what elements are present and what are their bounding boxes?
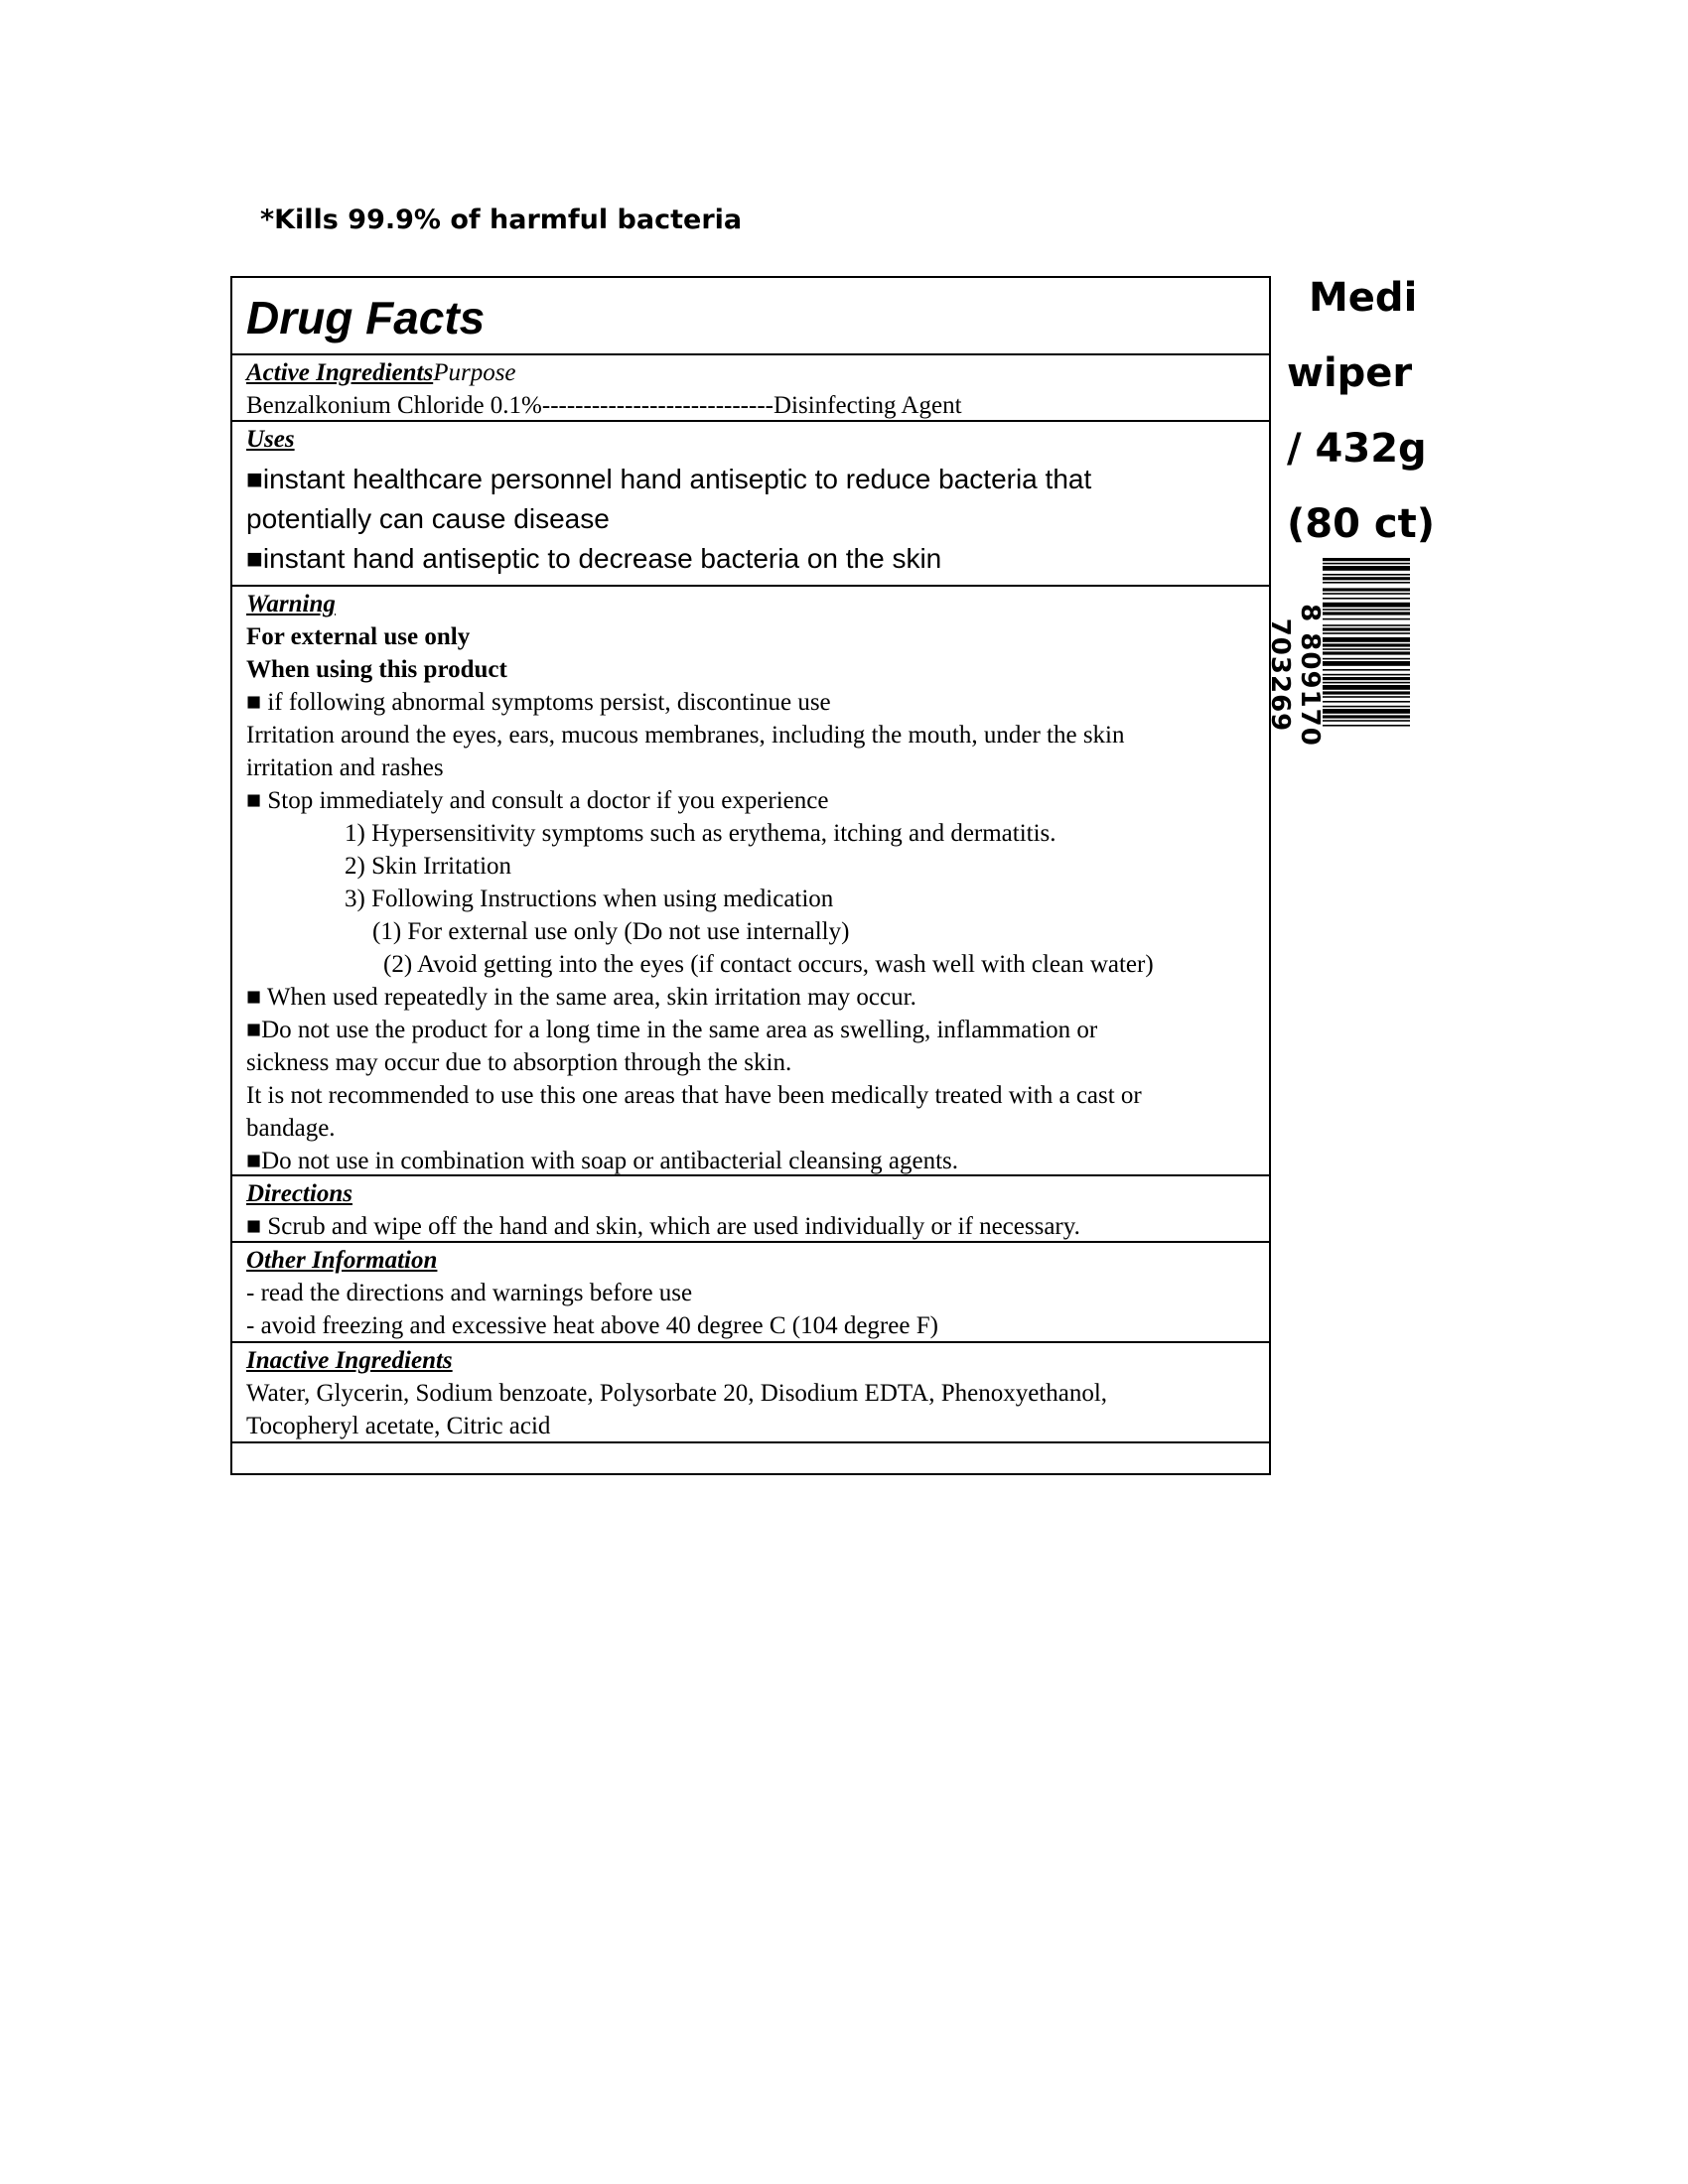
barcode-bar <box>1323 669 1410 671</box>
barcode-bar <box>1323 577 1410 580</box>
inactive-ingredients-line: Tocopheryl acetate, Citric acid <box>246 1413 551 1439</box>
barcode-bar <box>1323 598 1410 600</box>
barcode-bar <box>1323 651 1410 654</box>
warning-line: Irritation around the eyes, ears, mucous membranes, including the mouth, under the skin <box>246 722 1125 749</box>
warning-line: bandage. <box>246 1115 336 1142</box>
drug-facts-panel <box>230 276 1271 1475</box>
kills-claim: *Kills 99.9% of harmful bacteria <box>260 205 743 235</box>
barcode-bar <box>1323 563 1410 565</box>
warning-line: ■ When used repeatedly in the same area, skin irritation may occur. <box>246 984 916 1011</box>
product-weight-line: / 432g <box>1287 426 1427 472</box>
barcode-bar <box>1323 685 1410 690</box>
barcode-bar <box>1323 691 1410 694</box>
other-information-header: Other Information <box>246 1247 438 1274</box>
warning-line: (1) For external use only (Do not use internally) <box>372 918 850 945</box>
barcode-bar <box>1323 566 1410 571</box>
warning-line: ■ Stop immediately and consult a doctor if you experience <box>246 787 829 814</box>
warning-line: 2) Skin Irritation <box>345 853 512 880</box>
when-using-heading: When using this product <box>246 656 507 683</box>
uses-item: ■instant hand antiseptic to decrease bacteria on the skin <box>246 543 942 574</box>
barcode-bar <box>1323 603 1410 608</box>
barcode-bar <box>1323 709 1410 714</box>
warning-section <box>232 587 1269 1176</box>
barcode-bar <box>1323 637 1410 642</box>
inactive-ingredients-section <box>232 1343 1269 1443</box>
other-information-line: - avoid freezing and excessive heat above 40 degree C (104 degree F) <box>246 1312 938 1339</box>
product-name-line: wiper <box>1287 350 1413 396</box>
barcode-bar <box>1323 658 1410 660</box>
product-name-line: Medi <box>1309 275 1418 321</box>
barcode-bar <box>1323 582 1410 584</box>
barcode-bar <box>1323 701 1410 703</box>
drug-facts-title-section <box>232 278 1269 355</box>
barcode-bar <box>1323 715 1410 718</box>
barcode-bar <box>1323 624 1410 626</box>
warning-line: ■ if following abnormal symptoms persist, discontinue use <box>246 689 831 716</box>
barcode <box>1265 552 1410 798</box>
warning-line: 3) Following Instructions when using medication <box>345 886 834 912</box>
inactive-ingredients-header: Inactive Ingredients <box>246 1347 453 1374</box>
barcode-bar <box>1323 661 1410 666</box>
directions-header: Directions <box>246 1180 352 1207</box>
barcode-bar <box>1323 612 1410 614</box>
barcode-bar <box>1323 609 1410 611</box>
product-name-block <box>1287 260 1436 562</box>
external-use-note: For external use only <box>246 623 471 650</box>
barcode-number: 8 809170 703269 <box>1265 604 1325 747</box>
warning-line: ■Do not use in combination with soap or antibacterial cleansing agents. <box>246 1148 959 1174</box>
barcode-bar <box>1323 677 1410 680</box>
inactive-ingredients-line: Water, Glycerin, Sodium benzoate, Polysorbate 20, Disodium EDTA, Phenoxyethanol, <box>246 1380 1108 1407</box>
barcode-bar <box>1323 696 1410 698</box>
barcode-bar <box>1323 725 1410 727</box>
barcode-bar <box>1323 588 1410 591</box>
directions-section <box>232 1176 1269 1243</box>
barcode-bar <box>1323 682 1410 684</box>
purpose-header: Purpose <box>433 359 516 386</box>
warning-line: (2) Avoid getting into the eyes (if contact occurs, wash well with clean water) <box>383 951 1154 978</box>
barcode-bar <box>1323 648 1410 650</box>
other-information-line: - read the directions and warnings before use <box>246 1280 693 1306</box>
warning-line: ■Do not use the product for a long time in the same area as swelling, inflammation or <box>246 1017 1098 1043</box>
barcode-bar <box>1323 593 1410 595</box>
barcode-bar <box>1323 618 1410 620</box>
uses-header: Uses <box>246 426 295 453</box>
other-information-section <box>232 1243 1269 1343</box>
uses-item: ■instant healthcare personnel hand antiseptic to reduce bacteria that <box>246 464 1092 494</box>
active-ingredients-section <box>232 355 1269 422</box>
barcode-bar <box>1323 643 1410 646</box>
warning-line: sickness may occur due to absorption through the skin. <box>246 1049 792 1076</box>
barcode-bar <box>1323 558 1410 561</box>
uses-section <box>232 422 1269 587</box>
barcode-bars <box>1323 552 1410 798</box>
barcode-bar <box>1323 720 1410 722</box>
directions-line: ■ Scrub and wipe off the hand and skin, which are used individually or if necessary. <box>246 1213 1080 1240</box>
barcode-bar <box>1323 574 1410 576</box>
drug-facts-title: Drug Facts <box>246 292 486 343</box>
active-ingredients-heading <box>246 356 1255 389</box>
warning-line: irritation and rashes <box>246 754 444 781</box>
empty-footer-row <box>232 1443 1269 1473</box>
active-ingredients-header: Active Ingredients <box>246 359 434 386</box>
barcode-bar <box>1323 632 1410 634</box>
warning-line: It is not recommended to use this one areas that have been medically treated with a cast or <box>246 1082 1142 1109</box>
warning-line: 1) Hypersensitivity symptoms such as erythema, itching and dermatitis. <box>345 820 1056 847</box>
uses-item: potentially can cause disease <box>246 503 610 534</box>
barcode-bar <box>1323 627 1410 630</box>
product-count-line: (80 ct) <box>1287 501 1435 547</box>
active-ingredient-line: Benzalkonium Chloride 0.1%----------------------------Disinfecting Agent <box>246 392 962 419</box>
barcode-bar <box>1323 674 1410 676</box>
barcode-bar <box>1323 706 1410 708</box>
warning-header: Warning <box>246 591 336 617</box>
